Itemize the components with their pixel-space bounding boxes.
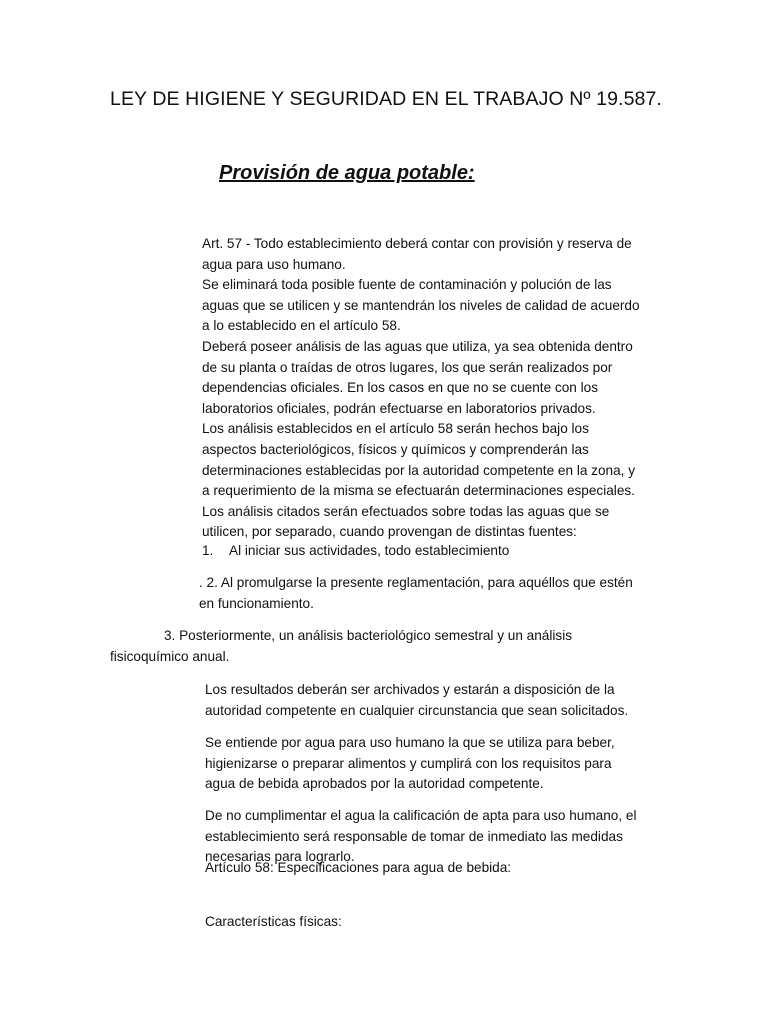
text-line: laboratorios oficiales, podrán efectuarse en laboratorios privados. — [202, 400, 596, 416]
list-item-1 — [202, 541, 509, 562]
list-item-3 — [110, 626, 572, 667]
physical-characteristics-heading: Características físicas: — [205, 914, 342, 929]
results-paragraph — [205, 680, 628, 721]
text-line: Art. 57 - Todo establecimiento deberá contar con provisión y reserva de — [202, 236, 632, 251]
text-line: Los análisis citados serán efectuados sobre todas las aguas que se — [202, 503, 610, 519]
text-line: establecimiento será responsable de tomar de inmediato las medidas — [205, 828, 623, 844]
text-line: Se eliminará toda posible fuente de contaminación y polución de las — [202, 277, 612, 293]
text-line: Los resultados deberán ser archivados y estarán a disposición de la — [205, 682, 615, 697]
text-line: higienizarse o preparar alimentos y cumplirá con los requisitos para — [205, 755, 612, 771]
text-line: . 2. Al promulgarse la presente reglamentación, para aquéllos que estén — [199, 575, 633, 590]
text-line: autoridad competente en cualquier circunstancia que sean solicitados. — [205, 702, 629, 718]
list-item-number: 1. — [202, 543, 214, 558]
text-line: Se entiende por agua para uso humano la que se utiliza para beber, — [205, 735, 615, 750]
text-line: agua para uso humano. — [202, 256, 346, 272]
text-line: 3. Posteriormente, un análisis bacteriológico semestral y un análisis — [164, 628, 573, 643]
text-line: necesarias para lograrlo. — [205, 849, 355, 865]
text-line: determinaciones establecidas por la autoridad competente en la zona, y — [202, 462, 636, 478]
list-item-2 — [199, 573, 633, 614]
text-line: a requerimiento de la misma se efectuarán determinaciones especiales. — [202, 483, 635, 499]
text-line: Los análisis establecidos en el artículo 58 serán hechos bajo los — [202, 421, 589, 437]
list-item-text: Al iniciar sus actividades, todo establecimiento — [229, 543, 510, 558]
text-line: aspectos bacteriológicos, físicos y químicos y comprenderán las — [202, 441, 589, 457]
document-title: LEY DE HIGIENE Y SEGURIDAD EN EL TRABAJO Nº 19.587. — [110, 88, 662, 110]
text-line: utilicen, por separado, cuando provengan de distintas fuentes: — [202, 524, 577, 540]
text-line: dependencias oficiales. En los casos en que no se cuente con los — [202, 380, 598, 396]
text-line: de su planta o traídas de otros lugares, los que serán realizados por — [202, 359, 613, 375]
text-line: en funcionamiento. — [199, 595, 314, 611]
article-58-heading: Artículo 58: Especificaciones para agua de bebida: — [205, 860, 512, 875]
text-line: De no cumplimentar el agua la calificación de apta para uso humano, el — [205, 808, 637, 823]
text-line: Deberá poseer análisis de las aguas que utiliza, ya sea obtenida dentro — [202, 338, 633, 354]
article-57-paragraph — [202, 234, 640, 543]
section-heading: Provisión de agua potable: — [219, 162, 475, 184]
text-line: a lo establecido en el artículo 58. — [202, 318, 401, 334]
text-line: fisicoquímico anual. — [110, 648, 230, 664]
text-line: aguas que se utilicen y se mantendrán los niveles de calidad de acuerdo — [202, 297, 640, 313]
text-line: agua de bebida aprobados por la autoridad competente. — [205, 776, 544, 792]
definition-paragraph — [205, 733, 615, 795]
